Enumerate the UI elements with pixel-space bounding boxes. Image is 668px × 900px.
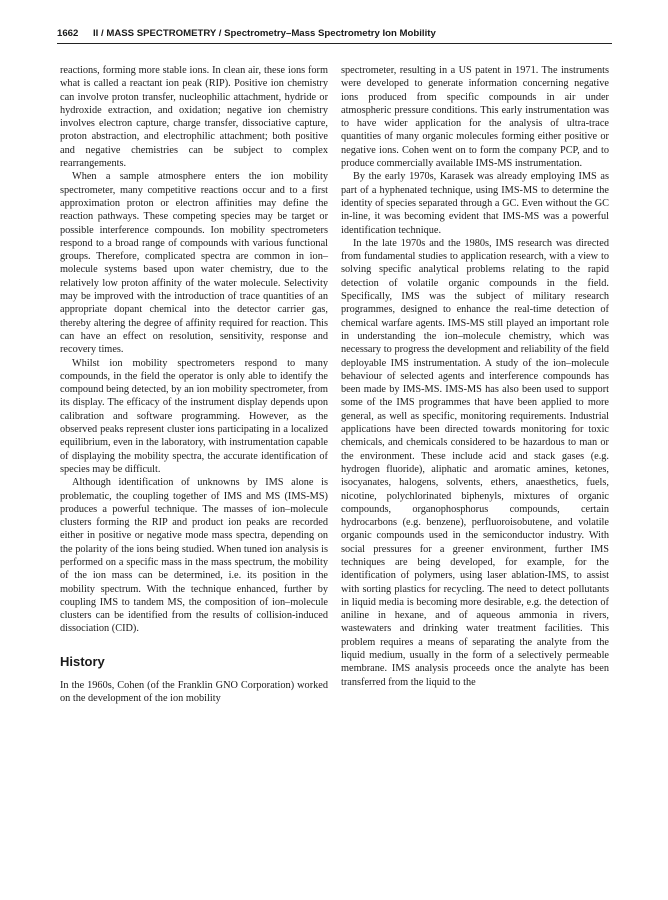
paragraph: spectrometer, resulting in a US patent in 1971. The instruments were developed to generate information concerning negative ions produced from specific compounds in air under atmospheric pressure conditions. This early instrumentation was to have wider application for the analysis of ultra-trace quantities of many organic molecules forming either positive or negative ions. Cohen went on to form the company PCP, and to produce commercially available IMS-MS instrumentation. bbox=[341, 65, 609, 170]
running-title: II / MASS SPECTROMETRY / Spectrometry–Mass Spectrometry Ion Mobility bbox=[93, 28, 436, 39]
paragraph: When a sample atmosphere enters the ion mobility spectrometer, many competitive reactions occur and to a first approximation proton or electron affinities may define the reaction pathways. These competing species may be target or possible interference compounds. Ion mobility spectrometers respond to a broad range of compounds with various functional groups. Therefore, complicated spectra are common in ion–molecule systems based upon water chemistry, due to the relatively low proton affinity of the water molecule. Selectivity may be improved with the introduction of trace quantities of an appropriate dopant chemical into the detector carrier gas, thereby altering the degree of affinity required for reaction. This can have an effect on resolution, sensitivity, response and recovery times. bbox=[60, 171, 328, 356]
paragraph: Although identification of unknowns by IMS alone is problematic, the coupling together of IMS and MS (IMS-MS) produces a powerful technique. The masses of ion–molecule clusters forming the RIP and product ion peaks are recorded either in positive or negative mode mass spectra, depending on the polarity of the ions being studied. When tuned ion analysis is performed on a specific mass in the mass spectrum, the mobility of the ion mass can be determined, i.e. its position in the mobility spectrum. With the technique enhanced, further by coupling IMS to tandem MS, the composition of ion–molecule clusters can be identified from the results of collision-induced dissociation (CID). bbox=[60, 477, 328, 635]
right-column bbox=[341, 64, 609, 689]
paragraph: Whilst ion mobility spectrometers respond to many compounds, in the field the operator is only able to identify the compound being detected, by an ion mobility spectrometer, from its display. The efficacy of the instrument display depends upon calibration and software programming. However, as the observed peaks represent cluster ions participating in a localized equilibrium, even in the laboratory, with instrumentation capable of displaying the mobility spectra, the accurate identification of species may be difficult. bbox=[60, 357, 328, 475]
paragraph: In the 1960s, Cohen (of the Franklin GNO Corporation) worked on the development of the ion mobility bbox=[60, 679, 328, 705]
running-header bbox=[57, 26, 612, 42]
section-heading-history: History bbox=[60, 653, 105, 669]
paragraph: reactions, forming more stable ions. In clean air, these ions form what is called a reactant ion peak (RIP). Positive ion chemistry can involve proton transfer, nucleophilic attachment, hydride or hydroxide extraction, and oxidation; negative ion chemistry involves electron capture, charge transfer, dissociative capture, proton abstraction, and electrophilic attachment; both positive and negative chemistries can be subject to complex rearrangements. bbox=[60, 65, 328, 170]
page-number: 1662 bbox=[57, 28, 79, 39]
header-rule bbox=[57, 43, 612, 44]
paragraph: By the early 1970s, Karasek was already employing IMS as part of a hyphenated technique, using IMS-MS to determine the identity of species separated through a GC. Even without the GC in-line, it was becoming evident that IMS-MS was a powerful identification technique. bbox=[341, 171, 609, 236]
paragraph: In the late 1970s and the 1980s, IMS research was directed from fundamental studies to application research, with a view to solving specific analytical problems relating to the rapid detection of volatile organic compounds in the field. Specifically, IMS was the subject of military research programmes, designed to enhance the real-time detection of chemical warfare agents. IMS-MS still played an important role in understanding the ion–molecule chemistry, which was necessary to progress the development and reliability of the field deployable IMS instrumentation. A study of the ion–molecule behaviour of selected agents and interference compounds has been made by IMS-MS. IMS-MS has also been used to support some of the IMS programmes that have been applied to more general, as well as specific, monitoring requirements. Industrial applications have been directed towards monitoring for toxic chemicals, and chemicals considered to be hazardous to man or the environment. These include acid and stack gases (e.g. hydrogen fluoride), aliphatic and aromatic amines, ketones, isocyanates, halogens, solvents, ethers, anaesthetics, fuels, nicotine, polychlorinated biphenyls, mixtures of organic compounds, organophosphorus compounds, certain hydrocarbons (e.g. benzene), perfluoroisobutene, and volatile organic compounds used in the semiconductor industry. With social pressures for a greener environment, further IMS techniques are being developed, for example, for the identification of polymers, using laser ablation-IMS, to assist with sorting plastics for recycling. The need to detect pollutants in liquid media is becoming more desirable, e.g. the detection of aniline in hexane, and of aqueous ammonia in rivers, wastewaters and drinking water treatment facilities. This problem requires a means of separating the analyte from the liquid medium, usually in the form of a selectively permeable membrane. IMS analysis proceeds once the analyte has been transferred from the liquid to the bbox=[341, 237, 609, 688]
left-column bbox=[60, 64, 328, 705]
